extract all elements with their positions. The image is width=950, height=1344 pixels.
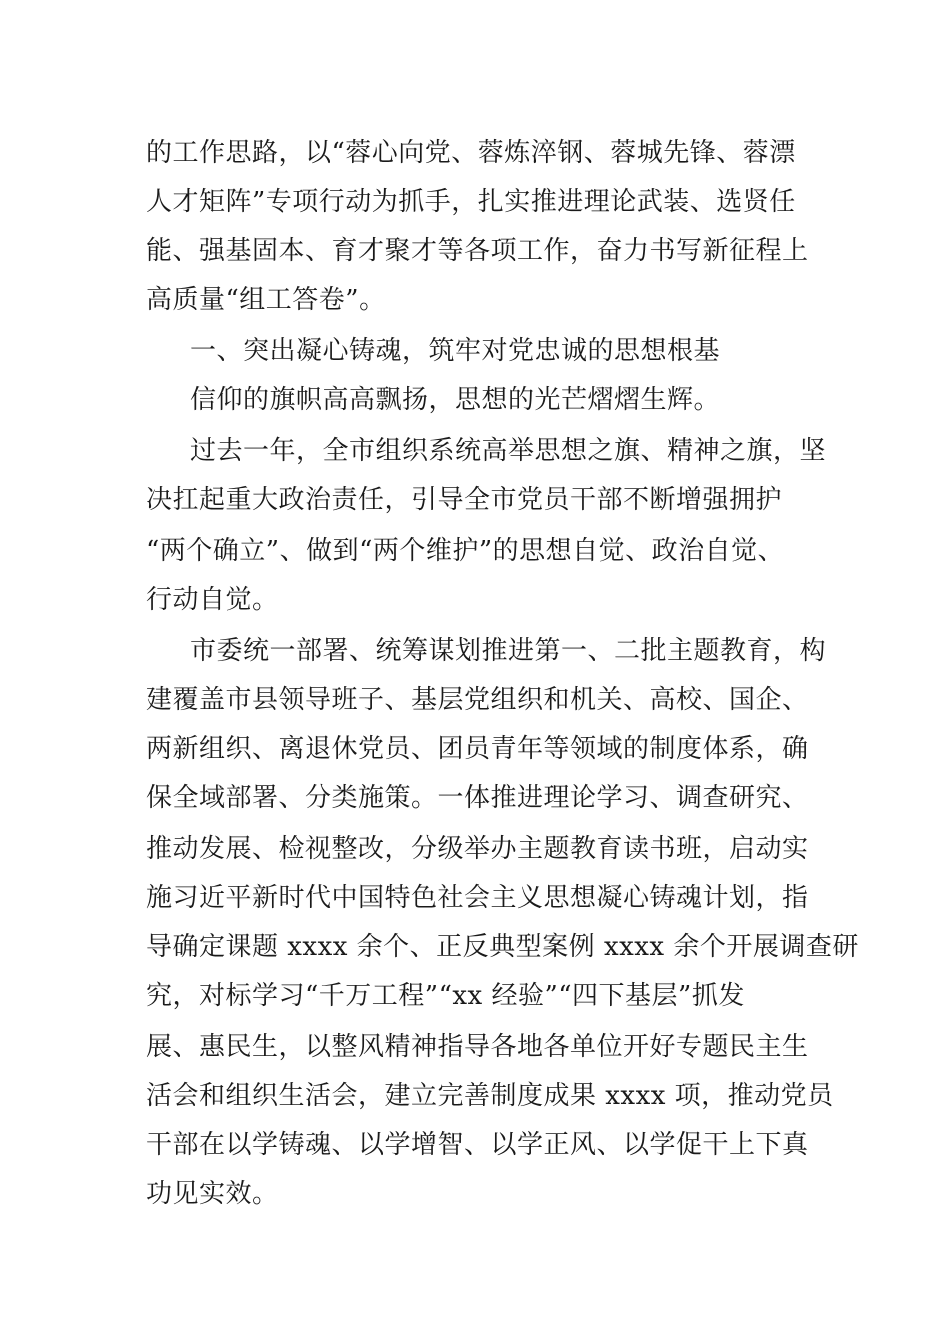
- body-text-line: 干部在以学铸魂、以学增智、以学正风、以学促干上下真: [146, 1130, 809, 1160]
- body-text-line: 行动自觉。: [146, 585, 279, 615]
- body-text-line: 能、强基固本、育才聚才等各项工作，奋力书写新征程上: [146, 236, 809, 266]
- body-text-line: 展、惠民生，以整风精神指导各地各单位开好专题民主生: [146, 1032, 809, 1062]
- body-text-line: 保全域部署、分类施策。一体推进理论学习、调查研究、: [146, 783, 809, 813]
- body-text-line: 导确定课题 xxxx 余个、正反典型案例 xxxx 余个开展调查研: [146, 932, 859, 962]
- body-text-line: 推动发展、检视整改，分级举办主题教育读书班，启动实: [146, 834, 809, 864]
- body-text-line: 人才矩阵”专项行动为抓手，扎实推进理论武装、选贤任: [146, 187, 796, 217]
- body-text-line: 功见实效。: [146, 1179, 279, 1209]
- body-text-line: “两个确立”、做到“两个维护”的思想自觉、政治自觉、: [146, 536, 785, 566]
- body-text-line: 究，对标学习“千万工程”“xx 经验”“四下基层”抓发: [146, 981, 745, 1011]
- section-heading: 一、突出凝心铸魂，筑牢对党忠诚的思想根基: [190, 336, 721, 366]
- body-text-line: 高质量“组工答卷”。: [146, 285, 386, 315]
- body-text-line: 施习近平新时代中国特色社会主义思想凝心铸魂计划，指: [146, 883, 809, 913]
- body-text-line: 两新组织、离退休党员、团员青年等领域的制度体系，确: [146, 734, 809, 764]
- body-text-line: 市委统一部署、统筹谋划推进第一、二批主题教育，构: [190, 636, 827, 666]
- body-text-line: 的工作思路，以“蓉心向党、蓉炼淬钢、蓉城先锋、蓉漂: [146, 138, 796, 168]
- body-text-line: 信仰的旗帜高高飘扬，思想的光芒熠熠生辉。: [190, 385, 721, 415]
- body-text-line: 决扛起重大政治责任，引导全市党员干部不断增强拥护: [146, 485, 783, 515]
- body-text-line: 建覆盖市县领导班子、基层党组织和机关、高校、国企、: [146, 685, 809, 715]
- body-text-line: 过去一年，全市组织系统高举思想之旗、精神之旗，坚: [190, 436, 827, 466]
- body-text-line: 活会和组织生活会，建立完善制度成果 xxxx 项，推动党员: [146, 1081, 834, 1111]
